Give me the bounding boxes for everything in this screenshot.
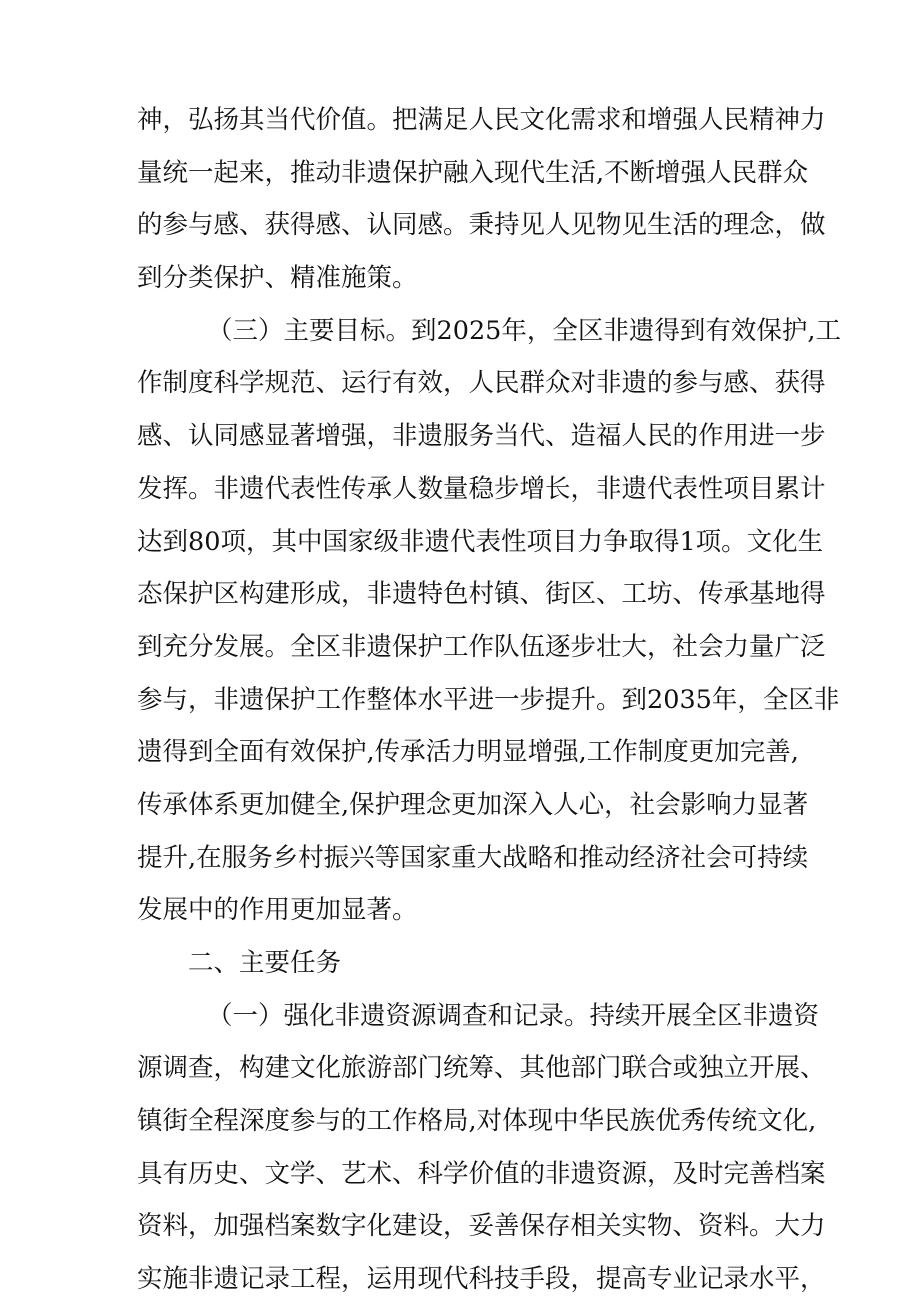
text-line: 态保护区构建形成，非遗特色村镇、街区、工坊、传承基地得 (137, 579, 826, 610)
text-line: 资料，加强档案数字化建设，妥善保存相关实物、资料。大力 (137, 1211, 826, 1242)
text-line: 具有历史、文学、艺术、科学价值的非遗资源，及时完善档案 (137, 1158, 826, 1189)
section-heading: 二、主要任务 (188, 948, 342, 978)
text-line: 源调查，构建文化旅游部门统筹、其他部门联合或独立开展、 (137, 1053, 826, 1084)
text-line: 神，弘扬其当代价值。把满足人民文化需求和增强人民精神力 (137, 105, 826, 135)
text-line: （一）强化非遗资源调查和记录。持续开展全区非遗资 (207, 1000, 820, 1031)
text-line: 发挥。非遗代表性传承人数量稳步增长，非遗代表性项目累计 (137, 473, 826, 504)
text-line: 量统一起来，推动非遗保护融入现代生活,不断增强人民群众 (137, 157, 809, 188)
text-line: 到分类保护、精准施策。 (137, 263, 418, 294)
document-body (137, 94, 842, 1306)
text-line: 镇街全程深度参与的工作格局,对体现中华民族优秀传统文化, (137, 1106, 817, 1137)
text-line: 发展中的作用更加显著。 (137, 895, 418, 926)
text-line: 传承体系更加健全,保护理念更加深入人心，社会影响力显著 (137, 789, 809, 820)
text-line: 达到80项，其中国家级非遗代表性项目力争取得1项。文化生 (137, 526, 824, 557)
text-line: 参与，非遗保护工作整体水平进一步提升。到2035年，全区非 (137, 684, 840, 715)
text-line: 实施非遗记录工程，运用现代科技手段，提高专业记录水平， (137, 1264, 826, 1295)
text-line: （三）主要目标。到2025年，全区非遗得到有效保护,工 (207, 315, 842, 346)
text-line: 提升,在服务乡村振兴等国家重大战略和推动经济社会可持续 (137, 842, 809, 873)
text-line: 遗得到全面有效保护,传承活力明显增强,工作制度更加完善, (137, 737, 799, 768)
text-line: 的参与感、获得感、认同感。秉持见人见物见生活的理念，做 (137, 210, 826, 241)
text-line: 感、认同感显著增强，非遗服务当代、造福人民的作用进一步 (137, 421, 826, 452)
text-line: 到充分发展。全区非遗保护工作队伍逐步壮大，社会力量广泛 (137, 631, 826, 662)
text-line: 作制度科学规范、运行有效，人民群众对非遗的参与感、获得 (137, 368, 826, 399)
